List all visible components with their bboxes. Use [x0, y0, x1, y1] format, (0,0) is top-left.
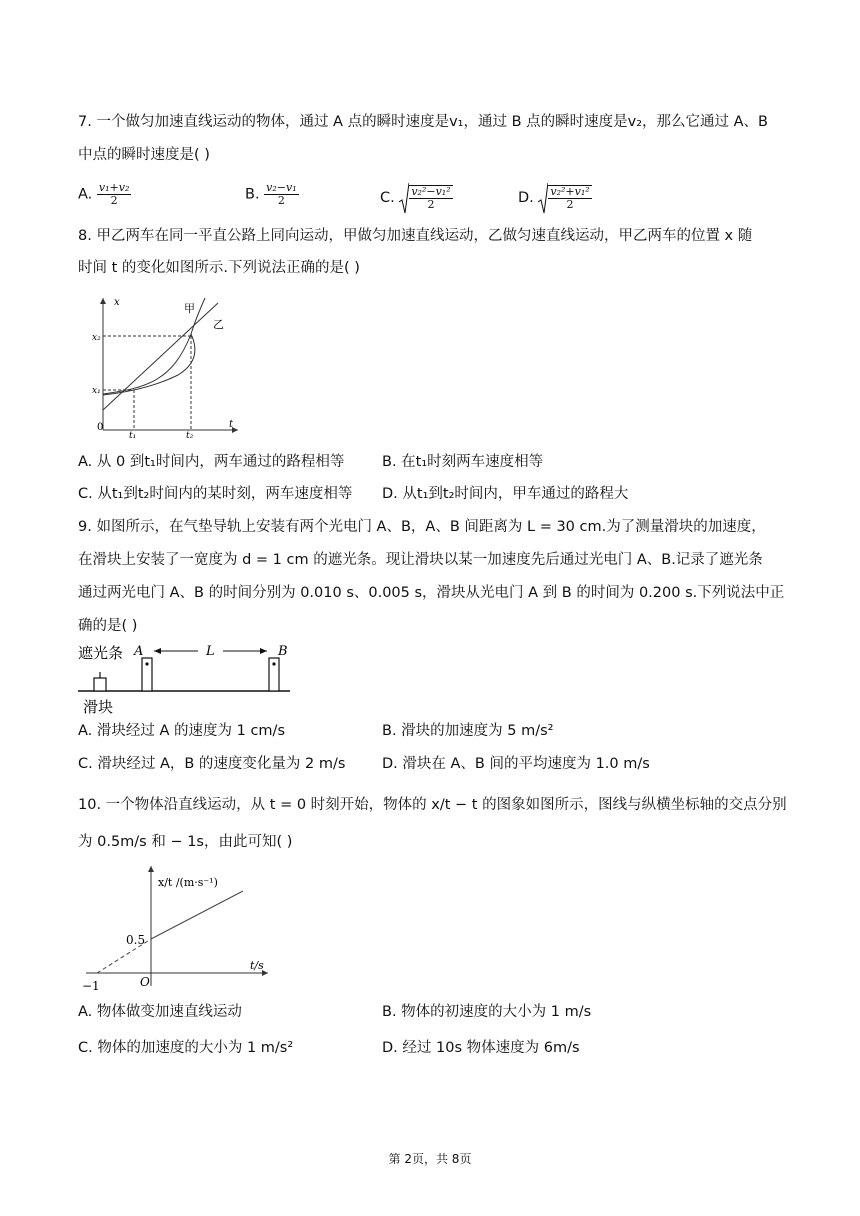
q7-stem-line1: 7. 一个做匀加速直线运动的物体，通过 A 点的瞬时速度是v₁，通过 B 点的瞬时速度是v₂，那么它通过 A、B	[78, 114, 769, 130]
q7-option-b[interactable]: B. $\frac{\text{v₂−v₁}}{2}$	[245, 181, 297, 207]
q9-stem-line4: 确的是( )	[78, 618, 138, 634]
gate-a-dot	[145, 662, 148, 665]
q7-option-c[interactable]: C. $\frac{\text{v₂²−v₁²}}{2}$	[380, 182, 453, 214]
q10-graph	[78, 858, 278, 993]
q8-position-time-graph	[78, 290, 248, 438]
x2-label: x₂	[92, 333, 101, 343]
q8-stem-line2: 时间 t 的变化如图所示.下列说法正确的是( )	[78, 260, 360, 276]
q8-option-c[interactable]: C. 从t₁到t₂时间内的某时刻，两车速度相等	[78, 486, 353, 502]
origin-label: 0	[97, 422, 104, 433]
q9-air-track-figure	[78, 640, 298, 715]
huakuai-label: 滑块	[83, 698, 114, 715]
q9-stem-line2: 在滑块上安装了一宽度为 d = 1 cm 的遮光条。现让滑块以某一加速度先后通过光电门 A、B.记录了遮光条	[78, 552, 763, 568]
q8-stem-line1: 8. 甲乙两车在同一平直公路上同向运动，甲做匀加速直线运动，乙做匀速直线运动，甲乙两车的位置 x 随	[78, 228, 753, 244]
q10-option-d[interactable]: D. 经过 10s 物体速度为 6m/s	[382, 1040, 580, 1056]
y-axis-arrow-icon	[148, 866, 154, 872]
t2-label: t₂	[186, 431, 194, 438]
slider-block	[94, 678, 106, 691]
q10-stem-line2: 为 0.5m/s 和 − 1s，由此可知( )	[78, 834, 293, 850]
q7-option-d[interactable]: D. $\frac{\text{v₂²+v₁²}}{2}$	[518, 182, 592, 214]
q9-stem-line3: 通过两光电门 A、B 的时间分别为 0.010 s、0.005 s，滑块从光电门 A 到 B 的时间为 0.200 s.下列说法中正	[78, 585, 785, 601]
line-yi	[103, 303, 218, 410]
fraction: $\frac{\text{v₂²−v₁²}}{2}$	[411, 185, 451, 211]
q9-option-d[interactable]: D. 滑块在 A、B 间的平均速度为 1.0 m/s	[382, 756, 650, 772]
q8-option-b[interactable]: B. 在t₁时刻两车速度相等	[382, 454, 544, 470]
distance-label: L	[206, 644, 215, 659]
q9-option-a[interactable]: A. 滑块经过 A 的速度为 1 cm/s	[78, 723, 285, 739]
axis-x-label: t	[229, 419, 234, 430]
gate-a-label: A	[134, 644, 144, 659]
q9-option-b[interactable]: B. 滑块的加速度为 5 m/s²	[382, 723, 554, 739]
y-axis-arrow-icon	[100, 298, 106, 304]
q10-option-a[interactable]: A. 物体做变加速直线运动	[78, 1004, 242, 1020]
y-intercept-label: 0.5	[126, 933, 146, 947]
q8-option-a[interactable]: A. 从 0 到t₁时间内，两车通过的路程相等	[78, 454, 345, 470]
x1-label: x₁	[92, 386, 101, 396]
zheguangtiao-label: 遮光条	[78, 644, 124, 662]
curve-jia-lower	[103, 334, 191, 394]
q8-option-d[interactable]: D. 从t₁到t₂时间内，甲车通过的路程大	[382, 486, 629, 502]
yi-label: 乙	[213, 318, 224, 331]
q10-option-b[interactable]: B. 物体的初速度的大小为 1 m/s	[382, 1004, 592, 1020]
origin-label: O	[140, 975, 150, 989]
q10-stem-line1: 10. 一个物体沿直线运动，从 t = 0 时刻开始，物体的 x/t − t 的图象如图所示，图线与纵横坐标轴的交点分别	[78, 797, 787, 813]
fraction: $\frac{\text{v₁+v₂}}{2}$	[98, 181, 130, 207]
axis-x-label: t/s	[250, 959, 264, 972]
q9-option-c[interactable]: C. 滑块经过 A，B 的速度变化量为 2 m/s	[78, 756, 346, 772]
t1-label: t₁	[129, 431, 137, 438]
arrow-right-icon	[260, 648, 267, 654]
axis-y-label: x	[114, 297, 120, 308]
gate-b-label: B	[278, 644, 288, 659]
q7-option-a[interactable]: A. $\frac{\text{v₁+v₂}}{2}$	[78, 181, 130, 207]
jia-label: 甲	[184, 302, 195, 315]
arrow-left-icon	[154, 648, 161, 654]
sqrt-icon	[538, 182, 548, 214]
fraction: $\frac{\text{v₂−v₁}}{2}$	[266, 181, 297, 207]
x-intercept-label: −1	[82, 979, 100, 993]
fraction: $\frac{\text{v₂²+v₁²}}{2}$	[550, 185, 590, 211]
q10-option-c[interactable]: C. 物体的加速度的大小为 1 m/s²	[78, 1040, 294, 1056]
q7-stem-line2: 中点的瞬时速度是( )	[78, 147, 210, 163]
sqrt-icon	[399, 182, 409, 214]
page-footer: 第 2页，共 8页	[388, 1152, 472, 1166]
graph-line	[151, 891, 243, 939]
q9-stem-line1: 9. 如图所示，在气垫导轨上安装有两个光电门 A、B，A、B 间距离为 L = 30 cm.为了测量滑块的加速度，	[78, 519, 766, 535]
gate-b-dot	[272, 662, 275, 665]
axis-y-label: x/t /(m·s⁻¹)	[158, 876, 218, 889]
